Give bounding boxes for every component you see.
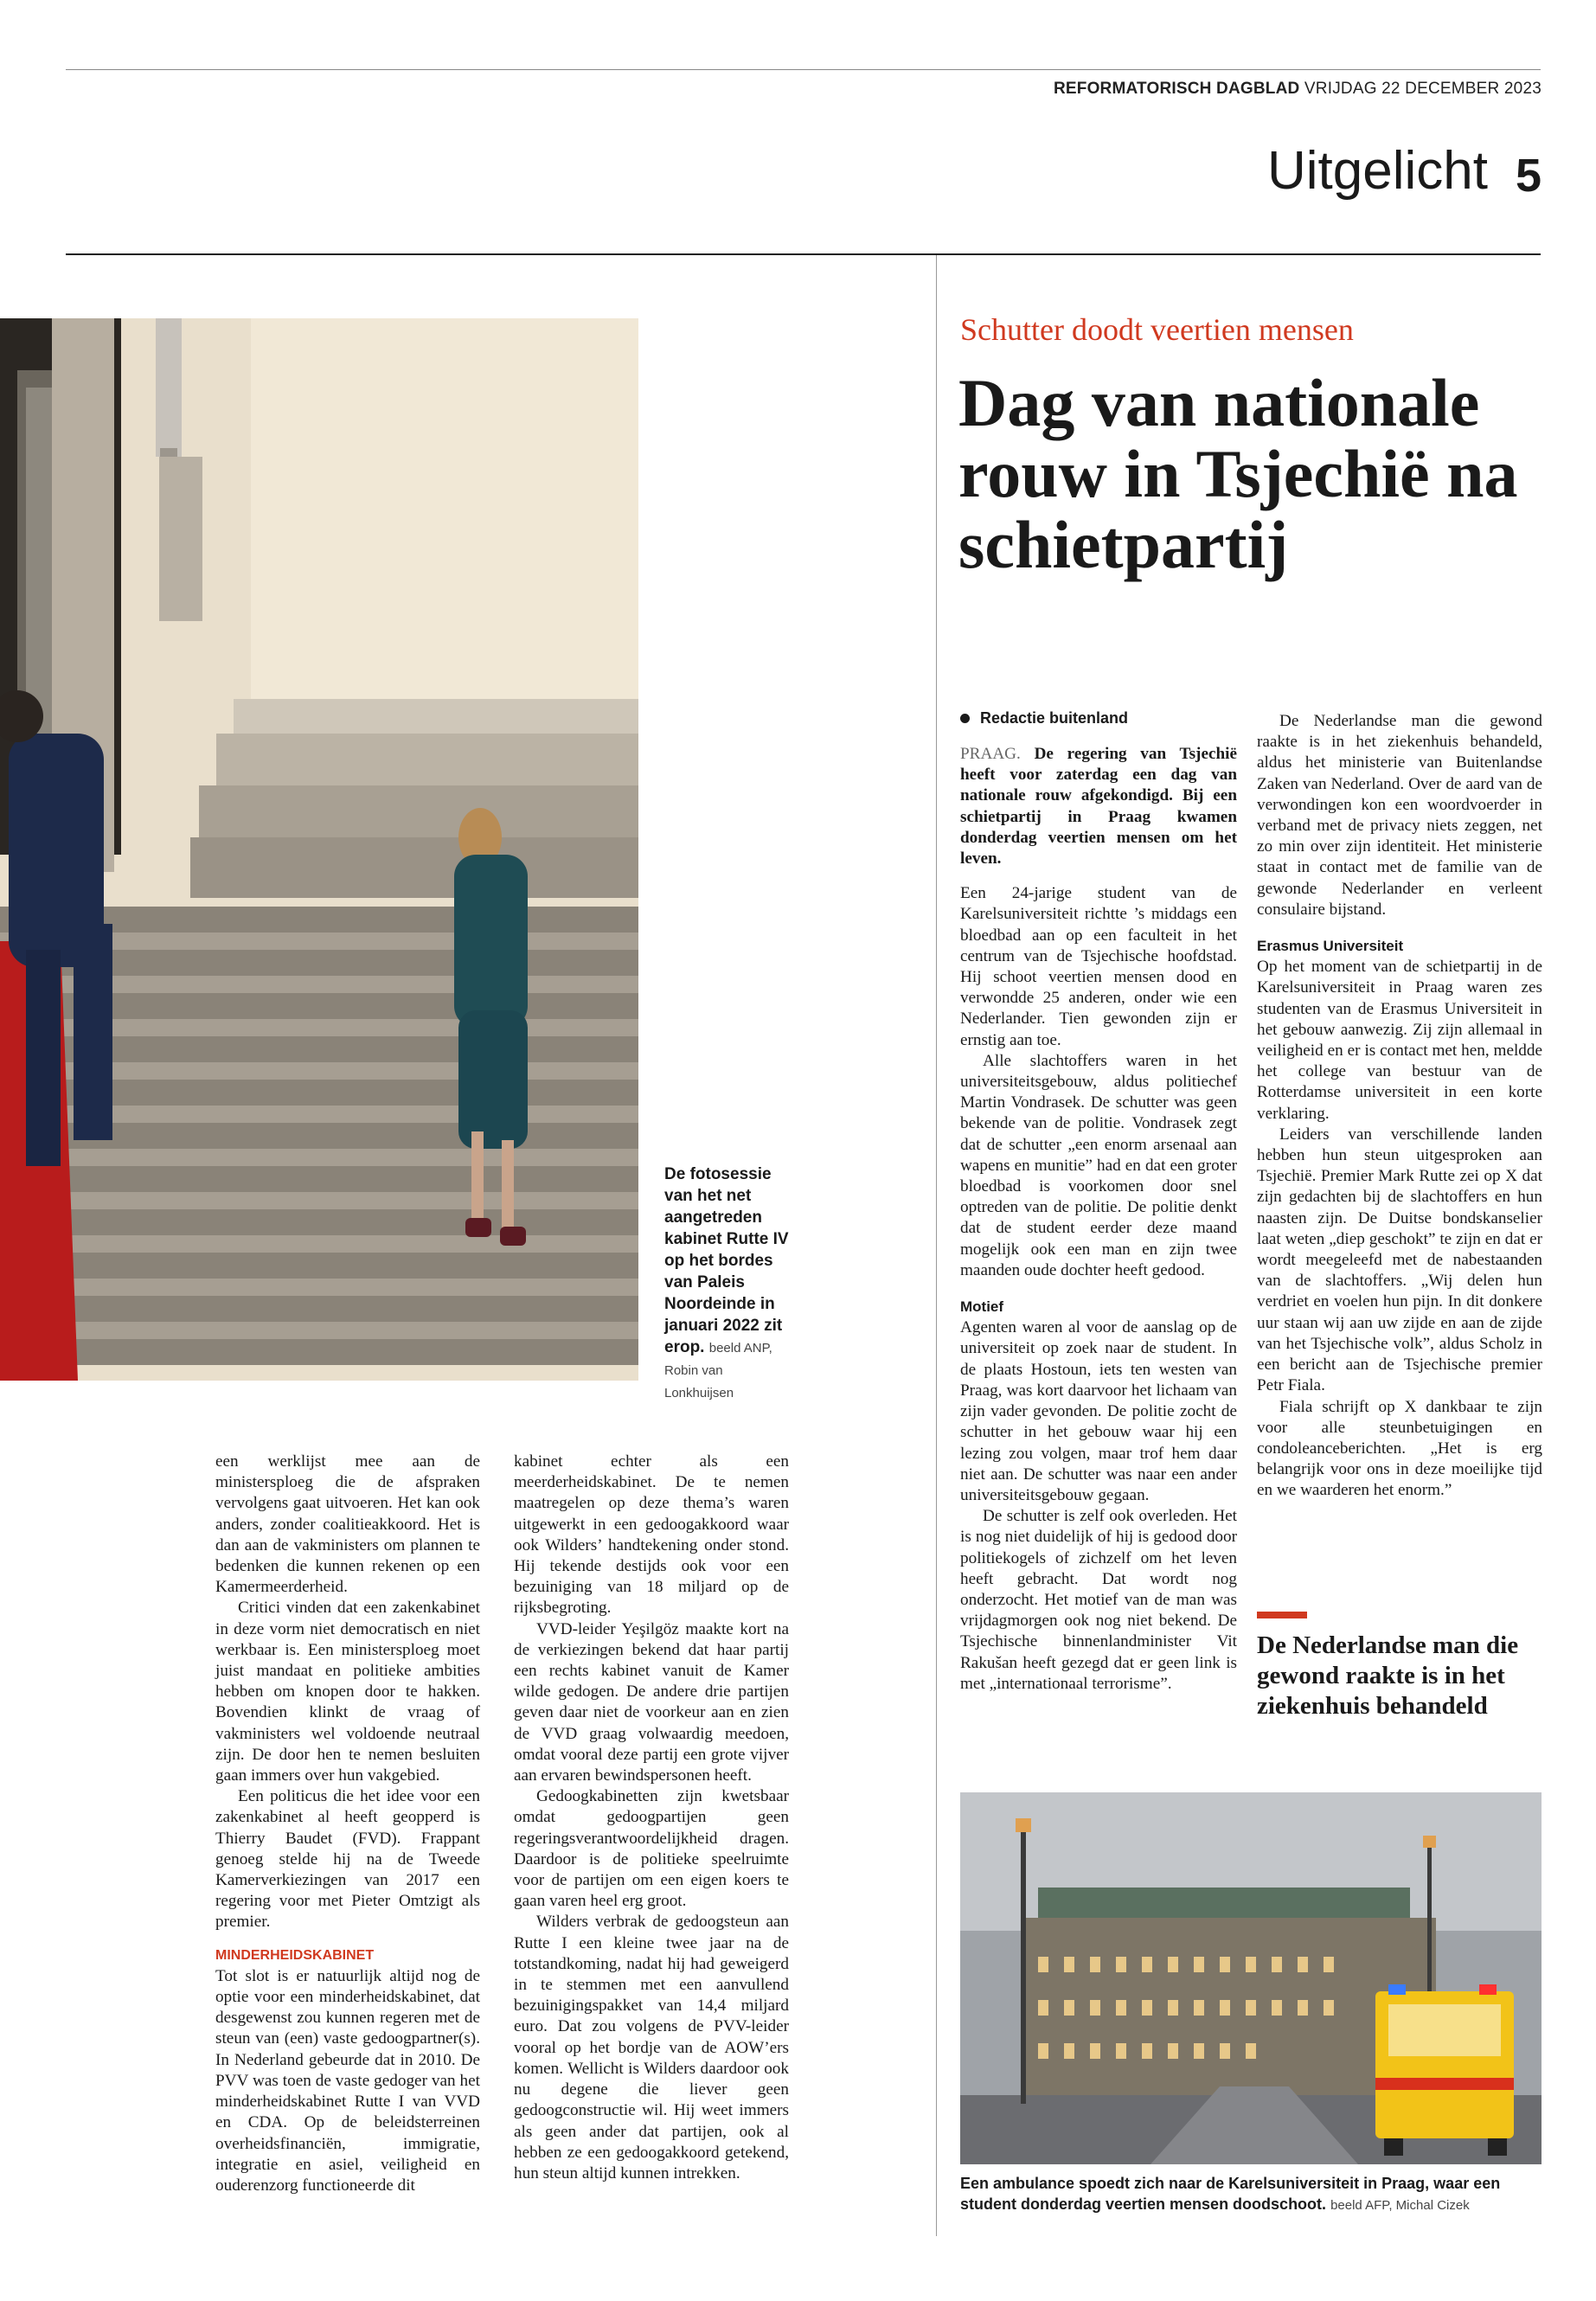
cabinet-photo-caption [664, 1163, 792, 1404]
article-kicker: Schutter doodt veertien mensen [960, 312, 1354, 347]
subheading: Motief [960, 1298, 1004, 1316]
paragraph: Alle slachtoffers waren in het universiteitsgebouw, aldus politiechef Martin Vondrasek. De schutter was geen bekende van de politie. Vondrasek zegt dat de schutter „een enorm arsenaal aan wapens en munitie” had en dat een groter bloedbad is voorkomen door snel optreden van de politie. De politie denkt dat de student eerder deze maand mogelijk ook een man en zijn twee maanden oude dochter heeft gedood. [960, 1051, 1237, 1279]
dateline: PRAAG. [960, 745, 1021, 763]
palace-steps-image [0, 318, 638, 1381]
caption-text: Een ambulance spoedt zich naar de Karelsuniversiteit in Praag, waar een student donderdag veertien mensen doodschoot. [960, 2175, 1501, 2213]
top-rule [66, 69, 1541, 70]
issue-date: VRIJDAG 22 DECEMBER 2023 [1304, 80, 1542, 98]
section-title: Uitgelicht [1267, 141, 1488, 201]
masthead [1054, 80, 1542, 99]
paragraph: Fiala schrijft op X dankbaar te zijn voor alle steunbetuigingen en condoleanceberichten. „Het is erg belangrijk voor ons in deze moeilijke tijd en we waarderen het enorm.” [1257, 1397, 1542, 1500]
photo-credit: beeld ANP, Robin van Lonkhuijsen [664, 1341, 772, 1400]
paragraph: Een 24-jarige student van de Karelsuniversiteit richtte ’s middags een bloedbad aan op een faculteit in het centrum van de Tsjechische hoofdstad. Hij schoot veertien mensen dood en verwondde 25 anderen, onder wie een Nederlander. Tien gewonden zijn er ernstig aan toe. [960, 884, 1237, 1049]
column-divider [936, 255, 937, 2236]
publication-name: REFORMATORISCH DAGBLAD [1053, 80, 1300, 98]
paragraph: VVD-leider Yeşilgöz maakte kort na de verkiezingen bekend dat haar partij een rechts kabinet vanuit de Kamer wilde gedogen. De andere drie partijen geven daar niet de voorkeur aan en zien de VVD graag volwaardig meedoen, omdat vooral deze partij een grote vijver aan ervaren bewindspersonen heeft. [514, 1619, 789, 1785]
lead-paragraph [960, 744, 1237, 869]
lead-text: De regering van Tsjechië heeft voor zaterdag een dag van nationale rouw afgekondigd. Bij een schietpartij in Praag kwamen donderdag veertien mensen om het leven. [960, 745, 1237, 868]
left-article-column-1 [215, 1452, 480, 2196]
paragraph: Wilders verbrak de gedoogsteun aan Rutte I een kleine twee jaar na de totstandkoming, nadat hij had geweigerd in te stemmen met een aanvullend bezuinigingspakket van 14,4 miljard euro. Dat zou volgens de PVV-leider vooral op het bordje van de AOW’ers komen. Wellicht is Wilders daardoor ook nu degene die liever geen gedoogconstructie wil. Hij weet immers als geen ander dat partijen, ook al hebben ze een gedoogakkoord getekend, hun steun altijd kunnen intrekken. [514, 1913, 789, 2182]
ambulance-photo [960, 1792, 1542, 2164]
right-article-column-1 [960, 744, 1237, 1695]
subheading: MINDERHEIDSKABINET [215, 1947, 375, 1963]
caption-text: De fotosessie van het net aangetreden kabinet Rutte IV op het bordes van Paleis Noordeinde in januari 2022 zit erop. [664, 1165, 789, 1356]
subheading: Erasmus Universiteit [1257, 938, 1404, 955]
pull-quote: De Nederlandse man die gewond raakte is in het ziekenhuis behandeld [1257, 1631, 1519, 1720]
page-number: 5 [1515, 150, 1542, 202]
left-article-column-2 [514, 1452, 789, 2184]
byline [960, 709, 1128, 727]
paragraph: Critici vinden dat een zakenkabinet in deze vorm niet democratisch en niet werkbaar is. Een ministersploeg moet juist mandaat en politieke ambities hebben om knopen door te hakken. Bovendien klinkt de vraag of vakministers wel voldoende neutraal zijn. De door hen te nemen besluiten gaan immers over hun vakgebied. [215, 1599, 480, 1785]
prague-university-image [960, 1792, 1542, 2164]
paragraph: De schutter is zelf ook overleden. Het is nog niet duidelijk of hij is gedood door politiekogels of zichzelf om het leven heeft gebracht. Dat wordt nog onderzocht. Het motief van de man was vrijdagmorgen ook nog niet bekend. De Tsjechische binnenlandminister Vit Rakušan heeft gezegd dat er geen link is met „internationaal terrorisme”. [960, 1507, 1237, 1693]
paragraph: Gedoogkabinetten zijn kwetsbaar omdat gedoogpartijen geen regeringsverantwoordelijkheid dragen. Daardoor is de politieke speelruimte voor de partijen om een eigen koers te gaan varen heel erg groot. [514, 1787, 789, 1911]
byline-text: Redactie buitenland [980, 709, 1129, 727]
cabinet-photo [0, 318, 638, 1381]
photo-credit: beeld AFP, Michal Cizek [1330, 2198, 1470, 2213]
bullet-icon [960, 714, 970, 723]
paragraph: een werklijst mee aan de ministersploeg die de afspraken vervolgens gaat uitvoeren. Het kan ook anders, zonder coalitieakkoord. Het is dan aan de vakministers om plannen te bedenken die kunnen rekenen op een Kamermeerderheid. [215, 1452, 480, 1597]
ambulance-photo-caption [960, 2173, 1557, 2216]
paragraph: Leiders van verschillende landen hebben hun steun uitgesproken aan Tsjechië. Premier Mark Rutte zei op X dat zijn gedachten bij de slachtoffers en hun naasten zijn. De Duitse bondskanselier laat weten „diep geschokt” te zijn en dat er wordt meegeleefd met de nabestaanden van de slachtoffers. „Wij delen hun verdriet en voelen hun pijn. In dit donkere uur staan wij aan uw zijde en aan de zijde van het Tsjechische volk”, aldus Scholz in een bericht aan de Tsjechische premier Petr Fiala. [1257, 1125, 1542, 1395]
pull-quote-bar [1257, 1612, 1307, 1618]
paragraph: De Nederlandse man die gewond raakte is in het ziekenhuis behandeld, aldus het ministerie van Buitenlandse Zaken van Nederland. Over de aard van de verwondingen kon een woordvoerder in verband met de privacy niets zeggen, net zo min over zijn identiteit. Het ministerie staat in contact met de familie van de gewonde Nederlander en verleent consulaire bijstand. [1257, 712, 1542, 919]
paragraph: Agenten waren al voor de aanslag op de universiteit op zoek naar de student. In de plaats Hostoun, iets ten westen van Praag, was kort daarvoor het lichaam van zijn vader gevonden. De politie zocht de schutter in het gebouw waar hij een lezing zou volgen, maar trof hem daar niet aan. De schutter was naar een ander universiteitsgebouw gegaan. [960, 1318, 1237, 1504]
paragraph: Op het moment van de schietpartij in de Karelsuniversiteit in Praag waren zes studenten van de Erasmus Universiteit in het gebouw aanwezig. Zij zijn allemaal in veiligheid en er is contact met hen, meldde het college van bestuur van de Rotterdamse universiteit in een korte verklaring. [1257, 958, 1542, 1123]
article-headline: Dag van nationale rouw in Tsjechië na schietpartij [958, 365, 1518, 582]
paragraph: Tot slot is er natuurlijk altijd nog de optie voor een minderheidskabinet, dat desgewenst zou kunnen regeren met de steun van (een) vaste gedoogpartner(s). In Nederland gebeurde dat in 2010. De PVV was toen de vaste gedoger van het minderheidskabinet Rutte I van VVD en CDA. Op de beleidsterreinen overheidsfinanciën, immigratie, integratie en asiel, veiligheid en ouderenzorg functioneerde dit [215, 1966, 480, 2195]
paragraph: Een politicus die het idee voor een zakenkabinet al heeft geopperd is Thierry Baudet (FVD). Frappant genoeg stelde hij na de Tweede Kamerverkiezingen van 2017 een regering voor met Pieter Omtzigt als premier. [215, 1787, 480, 1932]
paragraph: kabinet echter als een meerderheidskabinet. De te nemen maatregelen op deze thema’s waren uitgewerkt in een gedoogakkoord waar ook Wilders’ handtekening onder stond. Hij tekende destijds ook voor een bezuiniging van 18 miljard op de rijksbegroting. [514, 1452, 789, 1618]
header-rule [66, 253, 1541, 255]
right-article-column-2 [1257, 711, 1542, 1502]
